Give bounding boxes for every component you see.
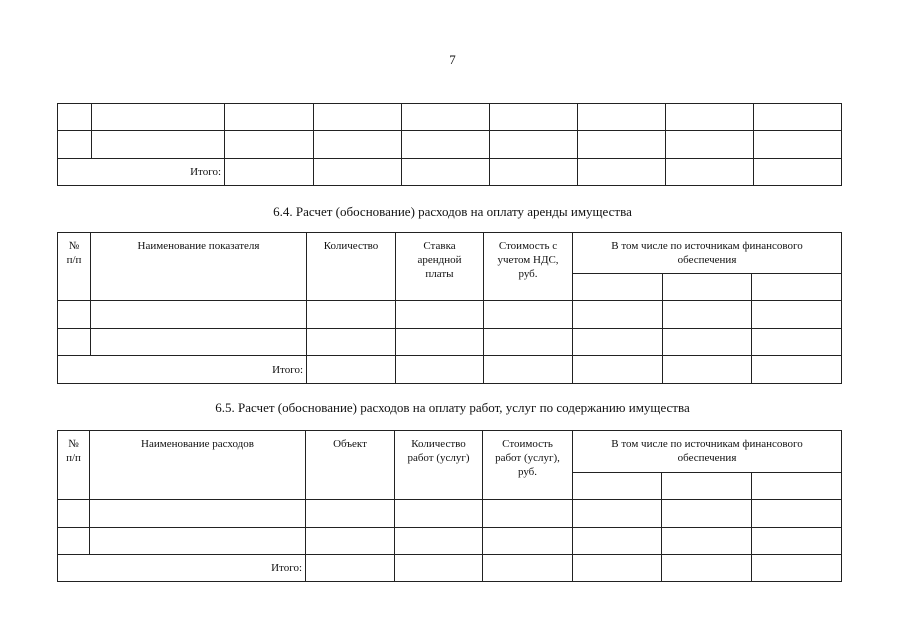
header-work-count: Количество работ (услуг) — [395, 431, 483, 500]
table-cell — [483, 500, 573, 528]
table-cell — [662, 555, 752, 582]
header-num: № п/п — [58, 233, 91, 301]
table-cell — [314, 104, 402, 131]
table-rent-expenses — [57, 232, 842, 384]
table-cell — [402, 159, 490, 186]
header-source-cell — [663, 274, 752, 301]
table-cell — [307, 329, 396, 356]
header-row — [58, 233, 842, 274]
total-row — [58, 555, 842, 582]
total-label: Итого: — [58, 555, 306, 582]
total-label: Итого: — [58, 356, 307, 384]
table-cell — [752, 301, 842, 329]
header-row — [58, 431, 842, 473]
table-cell — [484, 329, 573, 356]
table-cell — [306, 528, 395, 555]
table-cell — [402, 104, 490, 131]
table-cell — [666, 104, 754, 131]
table-cell — [307, 356, 396, 384]
table-cell — [573, 329, 663, 356]
header-source-cell — [752, 473, 842, 500]
table-cell — [484, 301, 573, 329]
table-cell — [314, 131, 402, 159]
table-cell — [306, 500, 395, 528]
table-cell — [91, 301, 307, 329]
table-cell — [395, 528, 483, 555]
table-cell — [396, 301, 484, 329]
header-source-cell — [662, 473, 752, 500]
table-cell — [754, 104, 842, 131]
table-cell — [573, 528, 662, 555]
section-heading-6-5: 6.5. Расчет (обоснование) расходов на оплату работ, услуг по содержанию имущества — [215, 400, 690, 415]
table-cell — [91, 329, 307, 356]
table-maintenance-expenses — [57, 430, 842, 582]
table-cell — [662, 528, 752, 555]
header-cost: Стоимость работ (услуг), руб. — [483, 431, 573, 500]
table-cell — [663, 301, 752, 329]
table-cell — [752, 500, 842, 528]
section-heading-6-4: 6.4. Расчет (обоснование) расходов на оплату аренды имущества — [273, 204, 632, 219]
table-row — [58, 104, 842, 131]
table-cell — [663, 356, 752, 384]
table-cell — [666, 131, 754, 159]
page-number: 7 — [449, 52, 456, 67]
table-cell — [752, 528, 842, 555]
header-source-cell — [752, 274, 842, 301]
table-cell — [752, 356, 842, 384]
table-row — [58, 500, 842, 528]
table-cell — [58, 131, 92, 159]
table-cell — [58, 104, 92, 131]
header-rate: Ставка арендной платы — [396, 233, 484, 301]
table-cell — [314, 159, 402, 186]
table-cell — [90, 528, 306, 555]
table-cell — [396, 356, 484, 384]
table-cell — [483, 555, 573, 582]
table-cell — [225, 104, 314, 131]
table-cell — [58, 500, 90, 528]
table-cell — [490, 159, 578, 186]
table-cell — [307, 301, 396, 329]
table-cell — [754, 159, 842, 186]
table-cell — [395, 500, 483, 528]
table-cell — [396, 329, 484, 356]
total-row — [58, 159, 842, 186]
table-cell — [90, 500, 306, 528]
table-cell — [578, 104, 666, 131]
header-num: № п/п — [58, 431, 90, 500]
table-cell — [573, 301, 663, 329]
table-cell — [490, 131, 578, 159]
header-source-cell — [573, 274, 663, 301]
table-cell — [578, 131, 666, 159]
table-cell — [92, 104, 225, 131]
header-name: Наименование показателя — [91, 233, 307, 301]
table-cell — [754, 131, 842, 159]
table-cell — [666, 159, 754, 186]
table-row — [58, 528, 842, 555]
table-cell — [752, 329, 842, 356]
table-cell — [58, 329, 91, 356]
table-cell — [58, 301, 91, 329]
total-label: Итого: — [58, 159, 225, 186]
table-row — [58, 329, 842, 356]
table-cell — [662, 500, 752, 528]
header-object: Объект — [306, 431, 395, 500]
table-cell — [752, 555, 842, 582]
table-cell — [92, 131, 225, 159]
table-cell — [484, 356, 573, 384]
table-cell — [225, 131, 314, 159]
header-sources: В том числе по источникам финансового обеспечения — [573, 233, 842, 274]
table-cell — [573, 356, 663, 384]
table-cell — [573, 555, 662, 582]
header-name: Наименование расходов — [90, 431, 306, 500]
table-cell — [490, 104, 578, 131]
table-continuation — [57, 103, 842, 186]
table-cell — [225, 159, 314, 186]
table-row — [58, 131, 842, 159]
table-row — [58, 301, 842, 329]
table-cell — [306, 555, 395, 582]
table-cell — [578, 159, 666, 186]
table-cell — [395, 555, 483, 582]
table-cell — [58, 528, 90, 555]
total-row — [58, 356, 842, 384]
table-cell — [402, 131, 490, 159]
header-cost: Стоимость с учетом НДС, руб. — [484, 233, 573, 301]
table-cell — [663, 329, 752, 356]
header-sources: В том числе по источникам финансового обеспечения — [573, 431, 842, 473]
table-cell — [573, 500, 662, 528]
header-source-cell — [573, 473, 662, 500]
table-cell — [483, 528, 573, 555]
header-quantity: Количество — [307, 233, 396, 301]
